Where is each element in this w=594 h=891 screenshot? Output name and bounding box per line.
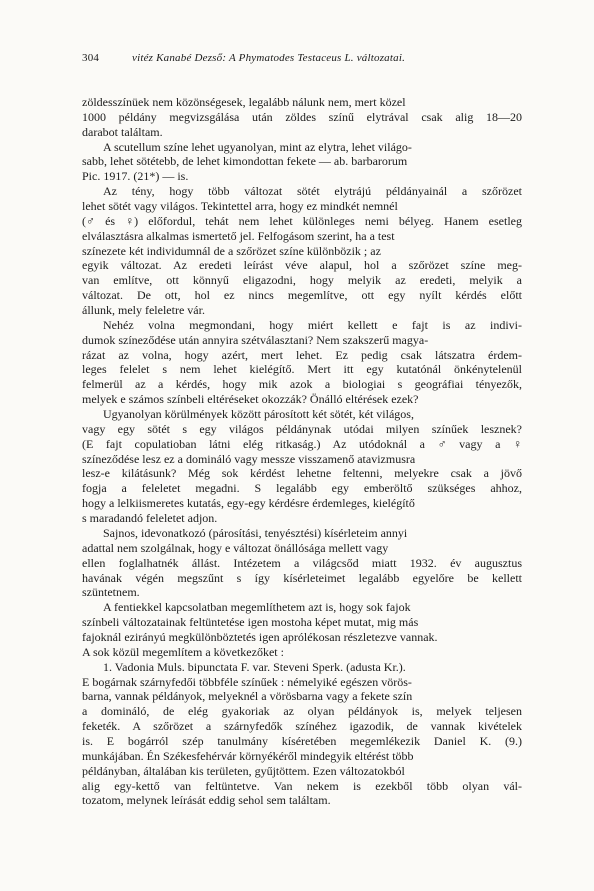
text-line: Nehéz volna megmondani, hogy miért kellett e fajt is az indivi- xyxy=(103,317,522,332)
text-line: fajoknál ezirányú megkülönböztetés igen aprólékosan részletezve vannak. xyxy=(82,629,438,644)
page-number: 304 xyxy=(82,52,100,64)
text-line: feketék. A szőrözet a szárnyfedők színéhez igazodik, de vannak kivételek xyxy=(82,719,522,734)
text-line: Az tény, hogy több változat sötét elytrájú példányainál a szőrözet xyxy=(103,184,522,199)
text-line: A sok közül megemlítem a következőket : xyxy=(82,644,284,659)
text-line: A fentiekkel kapcsolatban megemlíthetem azt is, hogy sok fajok xyxy=(103,600,411,615)
text-line: 1000 példány megvizsgálása után zöldes színű elytrával csak alig 18—20 xyxy=(82,109,522,124)
text-line: E bogárnak szárnyfedői többféle színűek : némelyiké egészen vörös- xyxy=(82,674,412,689)
text-line: alig egy-kettő van feltüntetve. Van nekem is ezekből több olyan vál- xyxy=(82,778,522,793)
text-line: egyik változat. Az eredeti leírást véve alapul, hol a szőrözet színe meg- xyxy=(82,258,522,273)
text-line: 1. Vadonia Muls. bipunctata F. var. Steveni Sperk. (adusta Kr.). xyxy=(103,659,406,674)
text-line: színbeli változatainak feltüntetése igen mostoha képet mutat, mig más xyxy=(82,615,419,630)
text-line: melyek e számos színbeli eltéréseket okozzák? Önálló eltérések ezek? xyxy=(82,392,419,407)
text-line: Sajnos, idevonatkozó (párosítási, tenyésztési) kísérleteim annyi xyxy=(103,525,408,540)
text-line: példányban, általában kis területen, gyűjtöttem. Ezen változatokból xyxy=(82,763,405,778)
text-line: darabot találtam. xyxy=(82,124,163,139)
text-line: színezete két individumnál de a szőrözet színe különbözik ; az xyxy=(82,243,381,258)
text-line: (♂ és ♀) előfordul, tehát nem lehet különleges nemi bélyeg. Hanem esetleg xyxy=(82,213,522,228)
text-line: s maradandó feleletet adjon. xyxy=(82,511,218,526)
text-line: hogy a lelkiismeretes kutatás, egy-egy kérdésre érdemleges, kielégítő xyxy=(82,496,415,511)
text-line: vagy egy sötét s egy világos példánynak utódai milyen színűek lesznek? xyxy=(82,421,522,436)
text-line: leges felelet s nem lehet kielégítő. Mert itt egy kutatónál önkénytelenül xyxy=(82,362,522,377)
text-line: színeződése lesz ez a domináló vagy messze visszamenő atavizmusra xyxy=(82,451,416,466)
text-line: elválasztásra alkalmas ismertető jel. Felfogásom szerint, ha a test xyxy=(82,228,395,243)
text-line: Ugyanolyan körülmények között párosított két sötét, két világos, xyxy=(103,407,414,422)
text-line: is. E bogárról szép tanulmány kíséretében megemlékezik Daniel K. (9.) xyxy=(82,733,522,748)
text-line: A scutellum színe lehet ugyanolyan, mint az elytra, lehet világo- xyxy=(103,139,412,154)
text-line: adattal nem szolgálnak, hogy e változat önállósága mellett vagy xyxy=(82,540,389,555)
text-line: dumok színeződése után annyira szétválasztani? Nem szakszerű magya- xyxy=(82,332,429,347)
text-line: barna, vannak példányok, melyeknél a vörösbarna vagy a fekete szín xyxy=(82,689,413,704)
text-line: munkájában. Én Székesfehérvár környékéről mindegyik eltérést több xyxy=(82,748,414,763)
running-title: vitéz Kanabé Dezső: A Phymatodes Testaceus L. változatai. xyxy=(132,52,406,64)
text-line: lesz-e kilátásunk? Még sok kérdést lehetne feltenni, melyekre csak a jövő xyxy=(82,466,522,481)
text-line: van említve, ott könnyű eligazodni, hogy melyik az eredeti, melyik a xyxy=(82,273,522,288)
text-line: változat. De ott, hol ez nincs megemlítve, ott egy nyílt kérdés előtt xyxy=(82,288,522,303)
text-line: szüntetnem. xyxy=(82,585,140,600)
text-line: (E fajt copulatioban látni elég ritkaság.) Az utódoknál a ♂ vagy a ♀ xyxy=(82,436,522,451)
text-line: állunk, mely feleletre vár. xyxy=(82,303,205,318)
text-line: sabb, lehet sötétebb, de lehet kimondottan fekete — ab. barbarorum xyxy=(82,154,408,169)
text-line: ellen foglalhatnék állást. Intézetem a világcsőd miatt 1932. év augusztus xyxy=(82,555,522,570)
text-line: lehet sötét vagy világos. Tekintettel arra, hogy ez mindkét nemnél xyxy=(82,199,398,214)
text-line: havának végén megszűnt s így kísérleteimet legalább egyelőre be kellett xyxy=(82,570,522,585)
body-text xyxy=(82,95,522,808)
text-line: Pic. 1917. (21*) — is. xyxy=(82,169,189,184)
text-line: felmerül az a kérdés, hogy mik azok a biologiai s geográfiai tényezők, xyxy=(82,377,522,392)
text-line: rázat az volna, hogy azért, mert lehet. Ez pedig csak látszatra érdem- xyxy=(82,347,522,362)
text-line: a domináló, de elég gyakoriak az olyan példányok is, melyek teljesen xyxy=(82,704,522,719)
text-line: fogja a feleletet megadni. S legalább egy emberöltő szükséges ahhoz, xyxy=(82,481,522,496)
text-line: tozatom, melynek leírását eddig sehol sem találtam. xyxy=(82,793,331,808)
text-line: zöldesszínüek nem közönségesek, legalább nálunk nem, mert közel xyxy=(82,95,406,109)
